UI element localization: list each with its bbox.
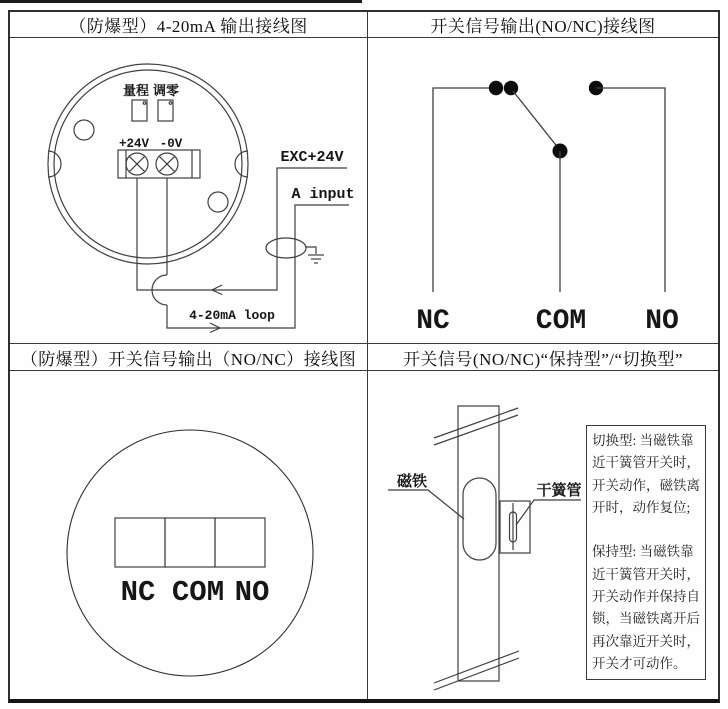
behavior-note-box xyxy=(586,425,706,680)
exc-label: EXC+24V xyxy=(280,149,344,166)
zero-pot-screw xyxy=(169,102,172,105)
header-latch-toggle xyxy=(368,344,718,371)
range-potentiometer xyxy=(132,100,147,121)
reed-leader-line xyxy=(516,500,581,525)
note-line: 近干簧管开关时， xyxy=(592,455,700,471)
guide-tube xyxy=(458,406,499,681)
note-line: 保持型: 当磁铁靠 xyxy=(592,544,694,560)
minus0v-label: -0V xyxy=(159,137,183,151)
loop-label: 4-20mA loop xyxy=(189,308,275,323)
housing-circle xyxy=(67,430,313,676)
no-wire xyxy=(596,88,665,292)
panel-exproof-switch xyxy=(10,371,368,699)
ground-lead xyxy=(306,247,316,254)
terminal-block xyxy=(118,150,200,178)
break-mark-top xyxy=(434,408,518,438)
header-exproof-switch-label: （防爆型）开关信号输出（NO/NC）接线图 xyxy=(20,349,357,369)
panel-4-20ma-wiring xyxy=(10,38,368,344)
magnet-label: 磁铁 xyxy=(396,474,428,490)
nc-wire xyxy=(433,88,496,292)
note-line-blank xyxy=(592,519,703,541)
header-exproof-switch xyxy=(10,344,368,371)
note-line: 开关动作并保持自 xyxy=(592,589,700,605)
nc-terminal-label: NC xyxy=(120,576,156,609)
exproof-switch-diagram xyxy=(10,371,366,699)
contact-dot xyxy=(504,81,518,95)
break-mark-bottom xyxy=(434,651,519,683)
nc-terminal-label: NC xyxy=(416,306,450,337)
range-pot-screw xyxy=(143,102,146,105)
terminal-box-no xyxy=(215,518,265,567)
header-4-20ma-output xyxy=(10,12,368,38)
header-switch-output-label: 开关信号输出(NO/NC)接线图 xyxy=(430,17,656,36)
zero-potentiometer xyxy=(158,100,173,121)
note-line: 切换型: 当磁铁靠 xyxy=(592,433,694,448)
zero-pot-label: 调零 xyxy=(152,83,180,98)
note-line: 再次靠近开关时， xyxy=(592,633,700,649)
terminal-box-com xyxy=(165,518,215,567)
note-line: 开关才可动作。 xyxy=(592,655,687,671)
range-pot-label: 量程 xyxy=(122,83,150,98)
mounting-hole-right xyxy=(208,192,228,212)
no-terminal-label: NO xyxy=(645,306,679,337)
diagram-table xyxy=(8,10,720,703)
current-loop-clamp xyxy=(266,238,306,258)
contact-dot xyxy=(489,81,503,95)
transmitter-wiring-diagram xyxy=(10,38,366,343)
switch-arm xyxy=(513,91,559,149)
note-line: 锁，当磁铁离开后 xyxy=(592,611,700,627)
break-mark-top xyxy=(434,415,518,445)
magnet-float xyxy=(463,478,496,560)
panel-switch-output xyxy=(368,38,718,344)
break-mark-bottom xyxy=(434,658,519,690)
scan-artifact-line xyxy=(0,0,362,3)
note-line: 开时，动作复位; xyxy=(592,499,691,515)
note-line: 近干簧管开关时， xyxy=(592,566,700,582)
no-terminal-label: NO xyxy=(234,576,270,609)
relay-contact-diagram xyxy=(368,38,718,343)
mounting-hole-left xyxy=(74,120,94,140)
header-latch-toggle-label: 开关信号(NO/NC)“保持型”/“切换型” xyxy=(402,349,684,369)
com-terminal-label: COM xyxy=(171,576,225,609)
header-4-20ma-output-label: （防爆型）4-20mA 输出接线图 xyxy=(69,17,308,36)
com-terminal-label: COM xyxy=(535,306,587,337)
reed-switch-box xyxy=(500,501,530,553)
a-input-label: A input xyxy=(291,186,355,203)
note-line: 开关动作，磁铁离 xyxy=(592,477,700,493)
panel-reed-switch xyxy=(368,371,718,699)
terminal-box-nc xyxy=(115,518,165,567)
header-switch-output xyxy=(368,12,718,38)
plus24v-label: +24V xyxy=(118,137,150,151)
reed-label: 干簧管 xyxy=(536,483,582,499)
magnet-leader-line xyxy=(388,490,464,519)
